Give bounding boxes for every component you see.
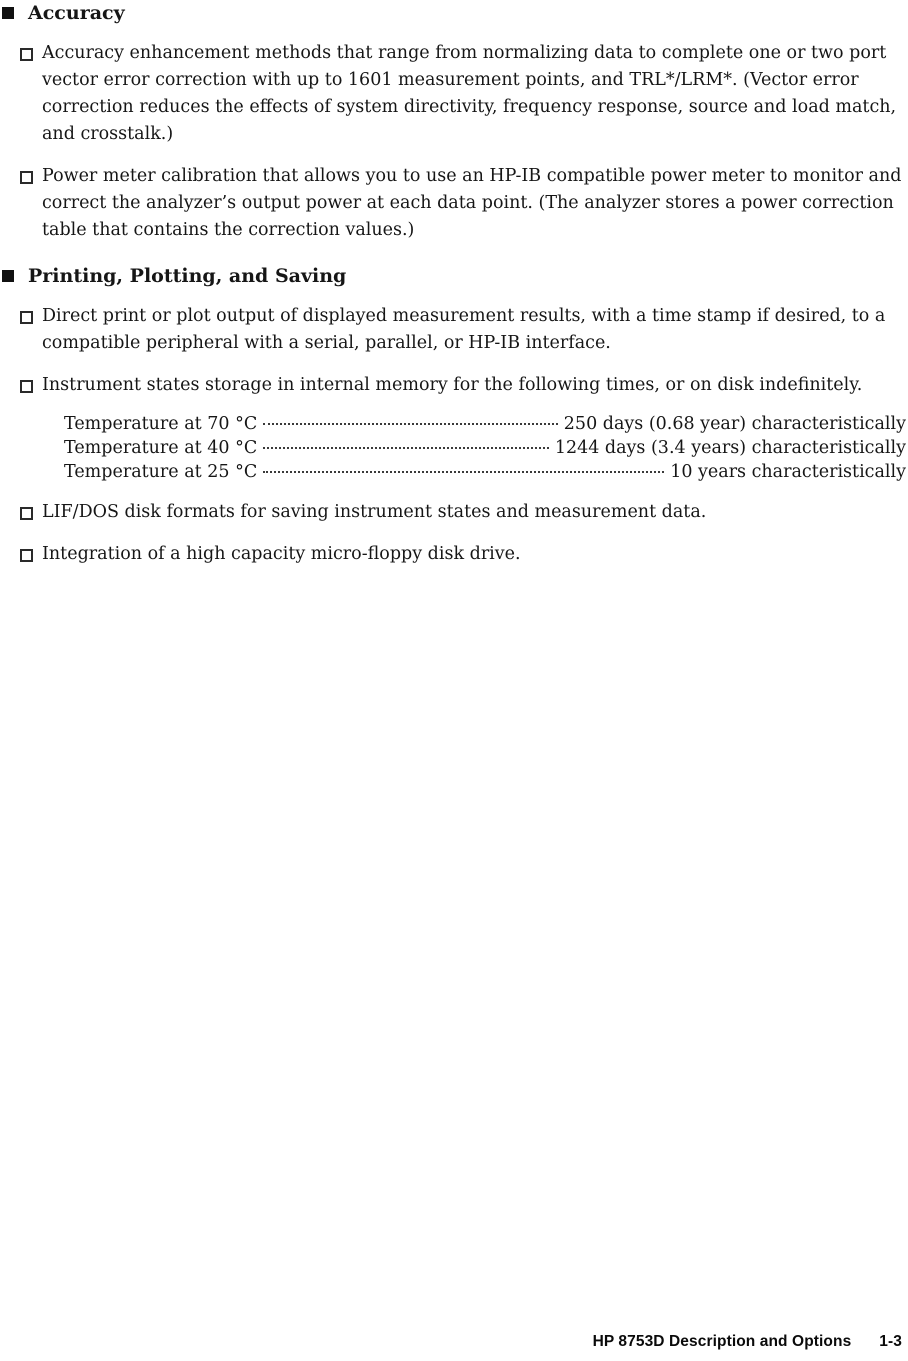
spec-label: Temperature at 40 °C (64, 438, 258, 458)
list-item-text: Direct print or plot output of displayed measurement results, with a time stamp if desired, to a compatible peripheral with a serial, parallel, or HP-IB interface. (42, 306, 886, 353)
page-footer (593, 1333, 902, 1351)
spec-value: 1244 days (3.4 years) characteristically (554, 438, 906, 458)
spec-row (64, 436, 906, 460)
list-item-text: Instrument states storage in internal memory for the following times, or on disk indefinitely. (42, 375, 863, 395)
spec-value: 250 days (0.68 year) characteristically (563, 414, 906, 434)
open-square-bullet-icon (20, 507, 33, 520)
spec-value: 10 years characteristically (670, 462, 906, 482)
spec-label: Temperature at 70 °C (64, 414, 258, 434)
spec-row (64, 412, 906, 436)
filled-square-bullet-icon (2, 270, 14, 282)
open-square-bullet-icon (20, 311, 33, 324)
open-square-bullet-icon (20, 48, 33, 61)
filled-square-bullet-icon (2, 7, 14, 19)
list-item (2, 40, 906, 148)
open-square-bullet-icon (20, 380, 33, 393)
dot-leader (263, 423, 558, 425)
spec-label: Temperature at 25 °C (64, 462, 258, 482)
spec-row (64, 460, 906, 484)
open-square-bullet-icon (20, 549, 33, 562)
section-heading-printing-plotting-saving (2, 264, 906, 288)
list-item-text: Integration of a high capacity micro-floppy disk drive. (42, 544, 521, 564)
list-item (2, 372, 906, 484)
section-heading-label: Printing, Plotting, and Saving (28, 265, 347, 287)
section-heading-label: Accuracy (28, 2, 125, 24)
list-item-text: Accuracy enhancement methods that range from normalizing data to complete one or two port vector error correction with up to 1601 measurement points, and TRL*/LRM*. (Vector error correction reduces the effects of system directivity, frequency response, source and load match, and crosstalk.) (42, 43, 897, 144)
list-item-text: LIF/DOS disk formats for saving instrument states and measurement data. (42, 502, 707, 522)
list-item (2, 499, 906, 526)
list-item (2, 163, 906, 244)
dot-leader (263, 471, 664, 473)
section-heading-accuracy (2, 1, 906, 25)
open-square-bullet-icon (20, 171, 33, 184)
footer-title: HP 8753D Description and Options (592, 1333, 852, 1350)
list-item-text: Power meter calibration that allows you to use an HP-IB compatible power meter to monitor and correct the analyzer’s output power at each data point. (The analyzer stores a power correction table that contains the correction values.) (42, 166, 902, 240)
dot-leader (263, 447, 549, 449)
retention-spec-table (64, 412, 906, 484)
list-item (2, 303, 906, 357)
page-number: 1-3 (879, 1333, 902, 1350)
list-item (2, 541, 906, 568)
